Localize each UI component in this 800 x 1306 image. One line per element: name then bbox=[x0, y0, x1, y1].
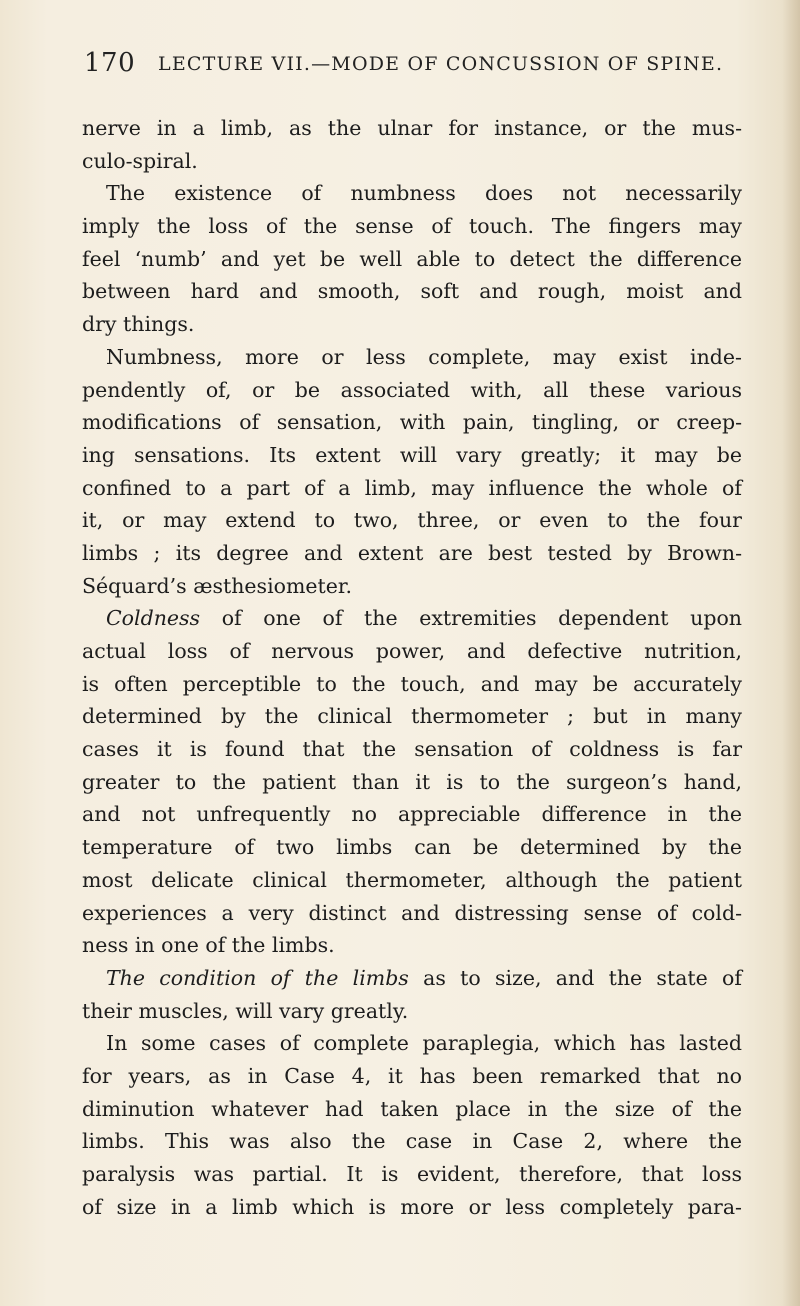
text-line bbox=[82, 766, 742, 799]
text-segment: culo-spiral. bbox=[82, 148, 198, 173]
text-line bbox=[82, 177, 742, 210]
text-segment: cases it is found that the sensation of coldness is far bbox=[82, 737, 742, 762]
text-segment: modifications of sensation, with pain, tingling, or creep- bbox=[82, 410, 742, 435]
text-line bbox=[82, 1027, 742, 1060]
text-line bbox=[82, 929, 742, 962]
text-segment: and not unfrequently no appreciable difference in the bbox=[82, 802, 742, 827]
running-title: LECTURE VII.—MODE OF CONCUSSION OF SPINE. bbox=[158, 53, 724, 75]
text-segment: dry things. bbox=[82, 312, 195, 337]
text-line bbox=[82, 472, 742, 505]
text-line bbox=[82, 537, 742, 570]
text-line bbox=[82, 243, 742, 276]
text-line bbox=[82, 995, 742, 1028]
page-number: 170 bbox=[84, 48, 136, 78]
italic-term: The condition of the limbs bbox=[106, 965, 409, 990]
text-segment: most delicate clinical thermometer, although the patient bbox=[82, 867, 742, 892]
text-segment: their muscles, will vary greatly. bbox=[82, 998, 409, 1023]
text-segment: confined to a part of a limb, may influence the whole of bbox=[82, 475, 742, 500]
text-line bbox=[82, 1060, 742, 1093]
body-text bbox=[82, 112, 742, 1223]
text-segment: temperature of two limbs can be determined by the bbox=[82, 835, 742, 860]
text-segment: for years, as in Case 4, it has been remarked that no bbox=[82, 1063, 742, 1088]
text-segment: experiences a very distinct and distressing sense of cold- bbox=[82, 900, 742, 925]
text-segment: Numbness, more or less complete, may exist inde- bbox=[106, 344, 742, 369]
text-segment: ing sensations. Its extent will vary greatly; it may be bbox=[82, 442, 742, 467]
text-segment: nerve in a limb, as the ulnar for instance, or the mus- bbox=[82, 116, 742, 140]
text-line bbox=[82, 504, 742, 537]
text-segment: determined by the clinical thermometer ; but in many bbox=[82, 704, 742, 729]
text-line bbox=[82, 962, 742, 995]
text-line bbox=[82, 275, 742, 308]
text-segment: of size in a limb which is more or less completely para- bbox=[82, 1194, 742, 1219]
page-edge-shadow bbox=[782, 0, 800, 1306]
text-line bbox=[82, 602, 742, 635]
text-segment: greater to the patient than it is to the surgeon’s hand, bbox=[82, 769, 742, 794]
text-segment: between hard and smooth, soft and rough, moist and bbox=[82, 279, 742, 304]
text-line bbox=[82, 864, 742, 897]
text-line bbox=[82, 668, 742, 701]
text-line bbox=[82, 210, 742, 243]
text-segment: imply the loss of the sense of touch. The fingers may bbox=[82, 214, 742, 239]
text-segment: is often perceptible to the touch, and may be accurately bbox=[82, 671, 742, 696]
text-line bbox=[82, 406, 742, 439]
text-line bbox=[82, 112, 742, 145]
text-line bbox=[82, 308, 742, 341]
text-line bbox=[82, 831, 742, 864]
text-line bbox=[82, 439, 742, 472]
text-line bbox=[82, 897, 742, 930]
text-segment: limbs. This was also the case in Case 2, where the bbox=[82, 1129, 742, 1154]
italic-term: Coldness bbox=[106, 606, 201, 631]
text-segment: of one of the extremities dependent upon bbox=[200, 606, 742, 631]
running-header bbox=[84, 48, 724, 88]
text-line bbox=[82, 341, 742, 374]
text-segment: The existence of numbness does not necessarily bbox=[106, 181, 742, 206]
text-segment: actual loss of nervous power, and defective nutrition, bbox=[82, 639, 742, 663]
text-segment: In some cases of complete paraplegia, which has lasted bbox=[106, 1031, 742, 1056]
text-line bbox=[82, 1093, 742, 1126]
text-line bbox=[82, 145, 742, 178]
text-line bbox=[82, 374, 742, 407]
text-line bbox=[82, 1191, 742, 1224]
text-line bbox=[82, 700, 742, 733]
text-line bbox=[82, 1158, 742, 1191]
text-segment: Séquard’s æsthesiometer. bbox=[82, 573, 352, 598]
text-line bbox=[82, 570, 742, 603]
text-line bbox=[82, 635, 742, 668]
text-segment: it, or may extend to two, three, or even to the four bbox=[82, 508, 742, 533]
text-line bbox=[82, 798, 742, 831]
text-segment: ness in one of the limbs. bbox=[82, 933, 335, 958]
text-segment: as to size, and the state of bbox=[408, 965, 742, 990]
text-line bbox=[82, 1125, 742, 1158]
text-segment: limbs ; its degree and extent are best tested by Brown- bbox=[82, 540, 742, 565]
text-segment: diminution whatever had taken place in the size of the bbox=[82, 1096, 742, 1121]
text-segment: pendently of, or be associated with, all these various bbox=[82, 377, 742, 402]
text-segment: feel ‘numb’ and yet be well able to detect the difference bbox=[82, 246, 742, 271]
text-segment: paralysis was partial. It is evident, therefore, that loss bbox=[82, 1162, 742, 1186]
text-line bbox=[82, 733, 742, 766]
